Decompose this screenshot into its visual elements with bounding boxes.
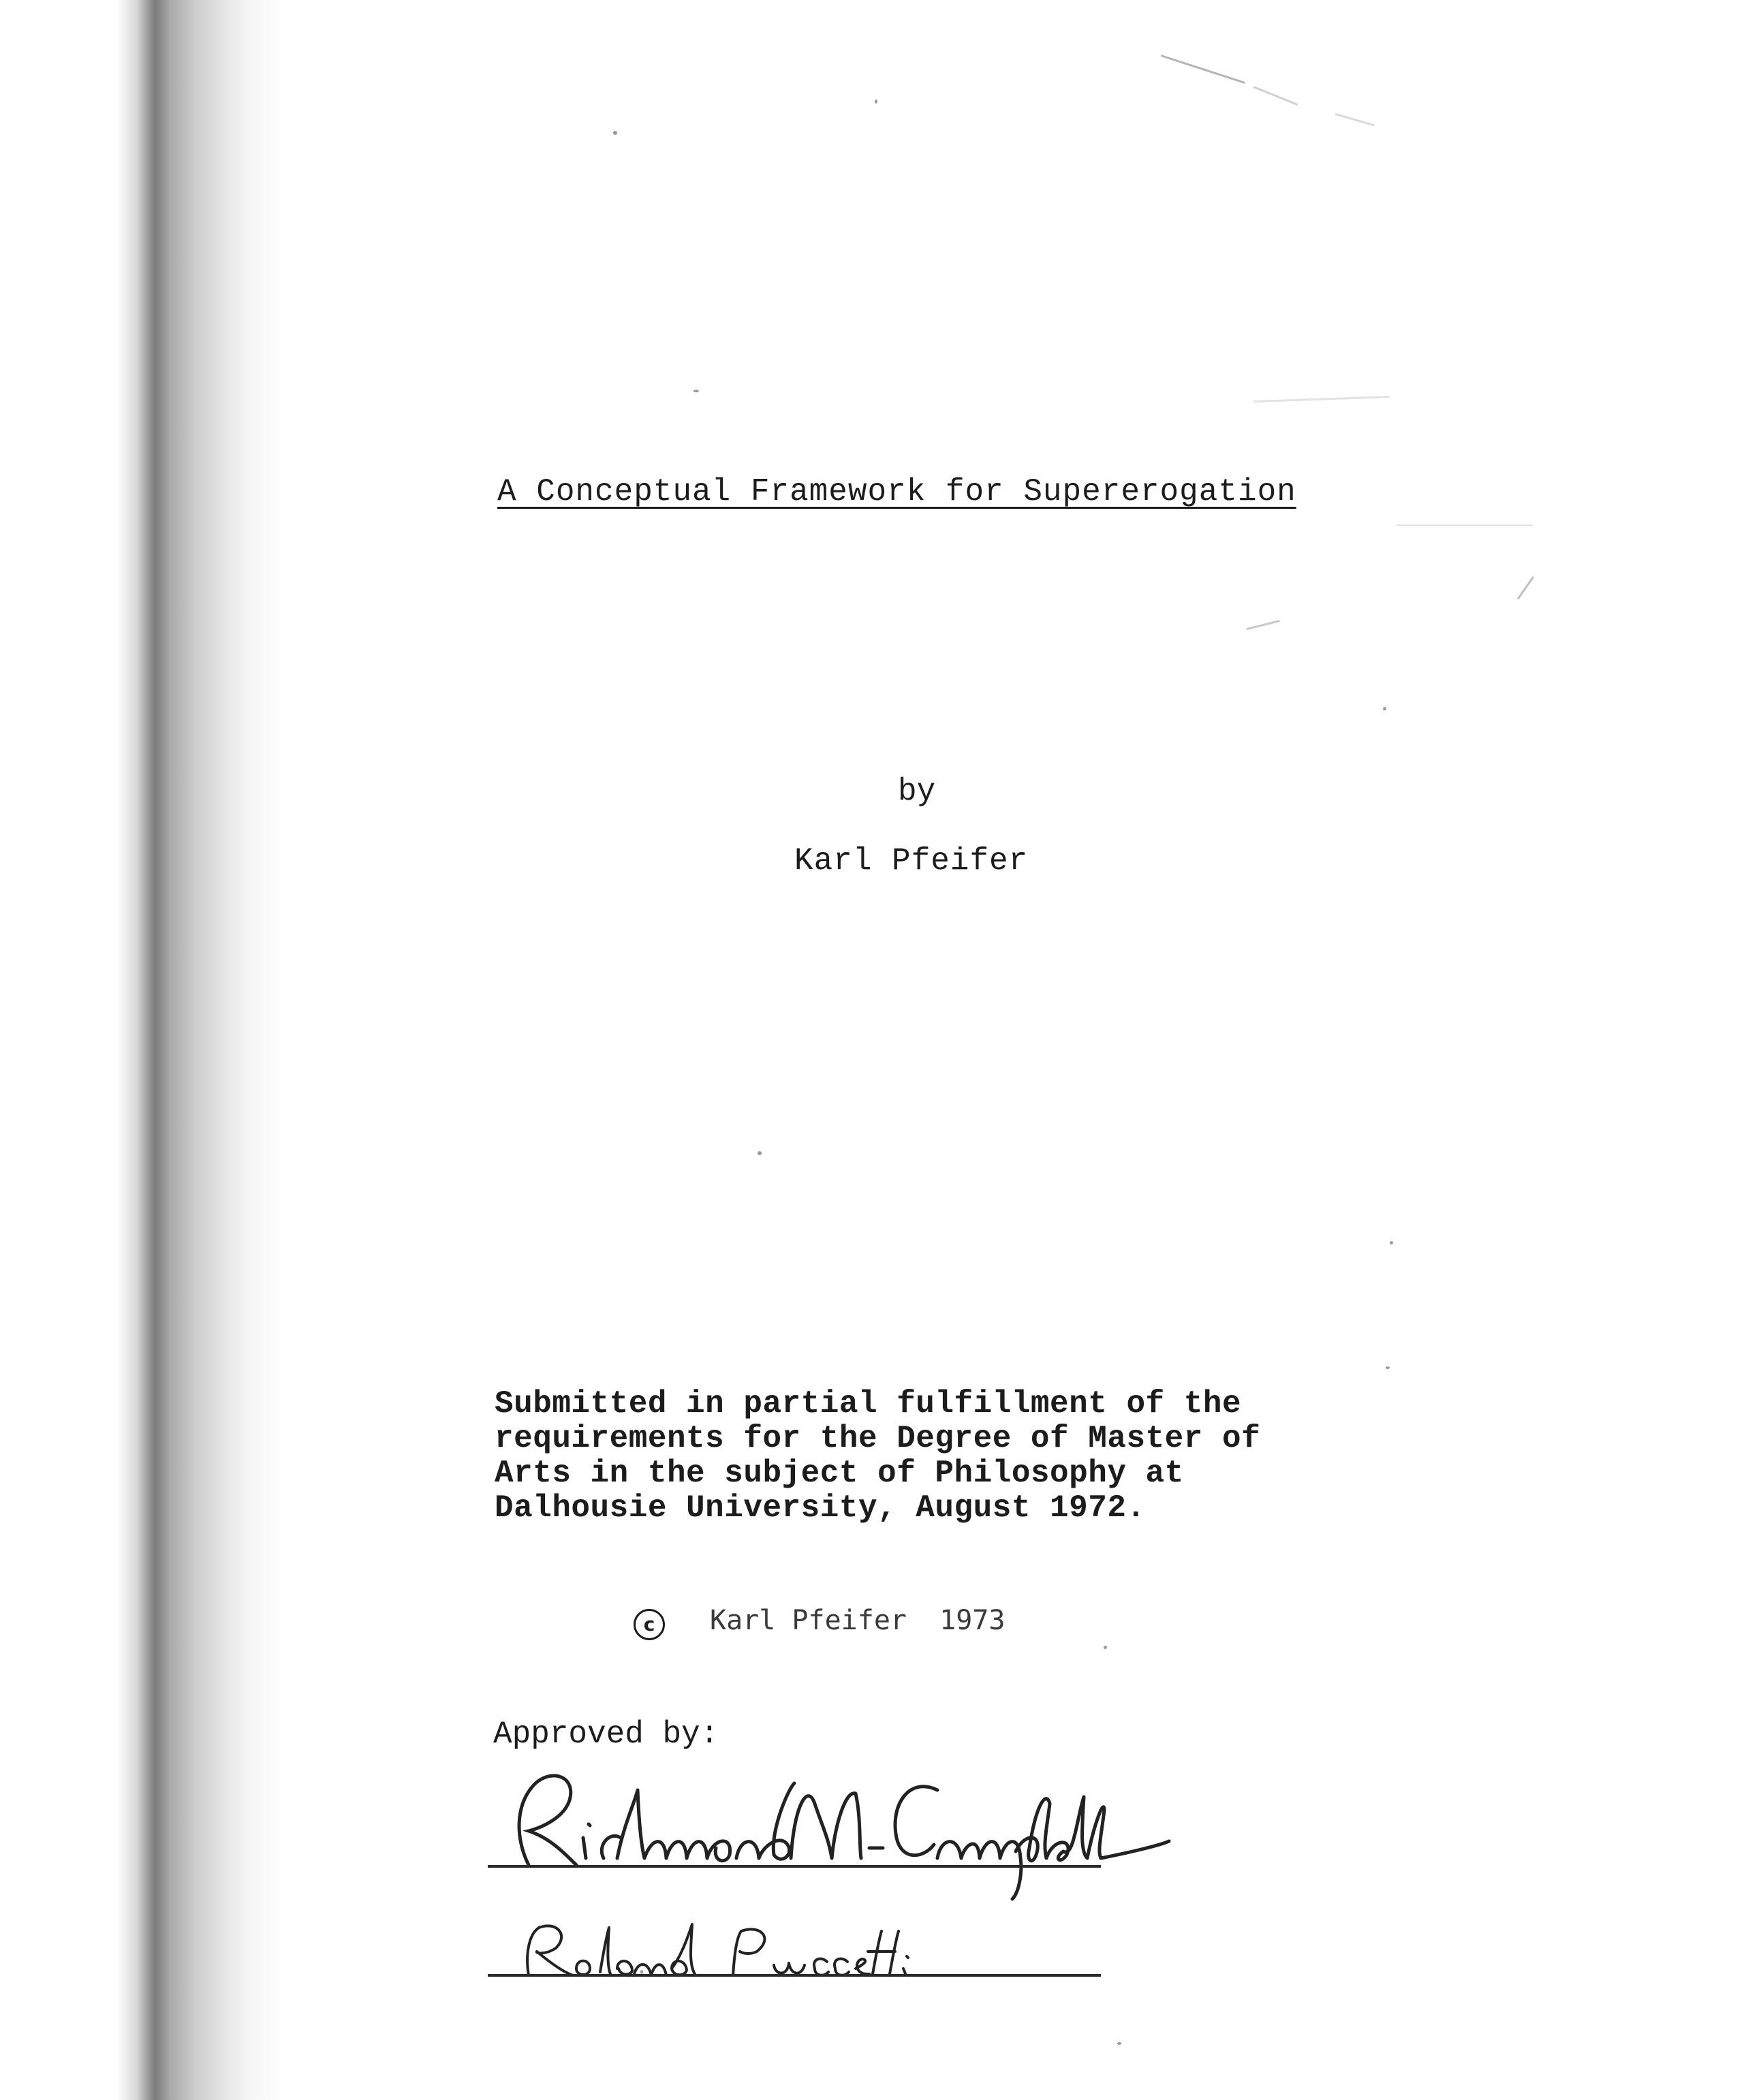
scan-speck: [1383, 707, 1386, 710]
signature-line: [488, 1974, 1101, 1977]
thesis-title: A Conceptual Framework for Supererogation: [497, 474, 1296, 510]
submission-statement: [495, 1387, 1260, 1526]
signature-block-puccetti: [488, 1914, 1101, 1989]
submission-line: Submitted in partial fulfillment of the: [495, 1386, 1242, 1422]
scan-speck: [693, 390, 699, 392]
submission-line: Dalhousie University, August 1972.: [495, 1490, 1146, 1526]
scan-speck: [1390, 1241, 1393, 1244]
scan-scuff: [1253, 86, 1298, 106]
scan-scuff: [1253, 396, 1390, 403]
scan-scuff: [1397, 524, 1533, 526]
scan-scuff: [1247, 620, 1280, 630]
copyright-symbol: c: [643, 1613, 655, 1635]
approved-label: Approved by:: [493, 1717, 719, 1752]
scan-scuff: [1335, 113, 1375, 126]
signature-puccetti: [488, 1914, 1101, 1989]
binding-shadow: [0, 0, 286, 2100]
signature-block-campbell: [488, 1763, 1114, 1885]
scan-speck: [1386, 1366, 1390, 1369]
copyright-text: [710, 1605, 1005, 1636]
scan-scuff: [1517, 576, 1534, 599]
signature-line: [488, 1865, 1101, 1868]
scan-speck: [758, 1151, 762, 1155]
scan-speck: [1104, 1646, 1107, 1649]
submission-line: Arts in the subject of Philosophy at: [495, 1456, 1184, 1491]
scan-speck: [1117, 2042, 1121, 2045]
author-name: Karl Pfeifer: [794, 843, 1029, 879]
scan-scuff: [1161, 54, 1246, 84]
by-label: by: [898, 774, 936, 809]
copyright-icon: [634, 1609, 665, 1640]
scan-speck: [875, 99, 877, 104]
copyright-holder: Karl Pfeifer: [710, 1605, 907, 1636]
scan-speck: [613, 131, 617, 135]
copyright-year: 1973: [939, 1605, 1005, 1636]
submission-line: requirements for the Degree of Master of: [495, 1421, 1261, 1456]
